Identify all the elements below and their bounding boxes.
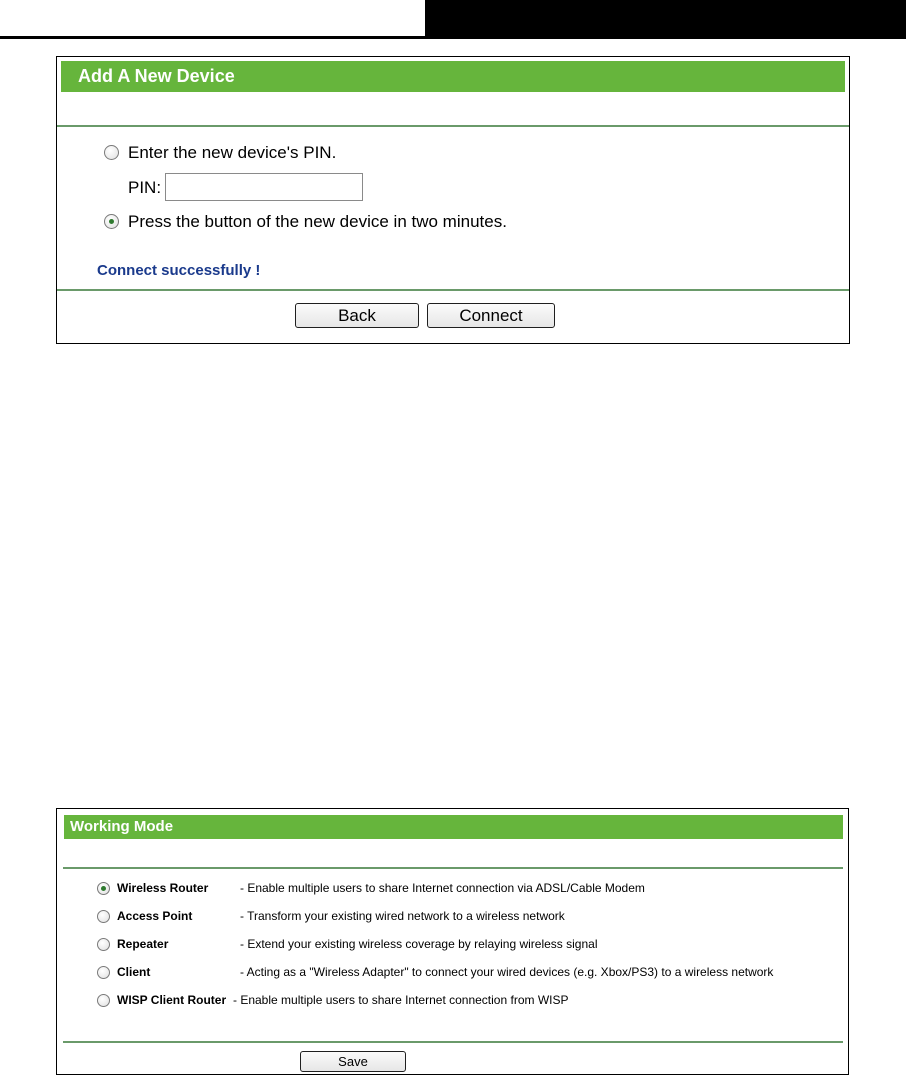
client-radio[interactable]: [97, 966, 110, 979]
pin-label: PIN:: [128, 178, 162, 197]
mode-name: Client: [117, 965, 151, 979]
mode-description: - Acting as a "Wireless Adapter" to connect your wired devices (e.g. Xbox/PS3) to a wireless network: [240, 965, 774, 979]
working-mode-title: Working Mode: [64, 815, 843, 839]
back-button[interactable]: Back: [295, 303, 419, 328]
mode-description: - Transform your existing wired network to a wireless network: [240, 909, 565, 923]
pin-option-label: Enter the new device's PIN.: [128, 143, 337, 162]
mode-name: Repeater: [117, 937, 169, 951]
divider: [57, 289, 849, 291]
mode-description: - Enable multiple users to share Internet connection from WISP: [233, 993, 569, 1007]
pin-input[interactable]: [165, 173, 363, 201]
mode-name: Wireless Router: [117, 881, 209, 895]
pin-option-radio[interactable]: [104, 145, 119, 160]
access-point-radio[interactable]: [97, 910, 110, 923]
divider: [63, 1041, 843, 1043]
divider: [57, 125, 849, 127]
connect-status-text: Connect successfully !: [97, 262, 261, 279]
add-device-title: Add A New Device: [61, 61, 845, 92]
wireless-router-radio[interactable]: [97, 882, 110, 895]
page-top-black-tab: [425, 0, 906, 39]
mode-description: - Enable multiple users to share Internet connection via ADSL/Cable Modem: [240, 881, 645, 895]
mode-name: Access Point: [117, 909, 193, 923]
push-button-option-label: Press the button of the new device in two minutes.: [128, 212, 507, 231]
repeater-radio[interactable]: [97, 938, 110, 951]
working-mode-panel: [56, 808, 849, 1075]
push-button-option-radio[interactable]: [104, 214, 119, 229]
mode-description: - Extend your existing wireless coverage by relaying wireless signal: [240, 937, 598, 951]
add-device-panel: [56, 56, 850, 344]
connect-button[interactable]: Connect: [427, 303, 555, 328]
save-button[interactable]: Save: [300, 1051, 406, 1072]
divider: [63, 867, 843, 869]
wisp-client-router-radio[interactable]: [97, 994, 110, 1007]
mode-name: WISP Client Router: [117, 993, 227, 1007]
